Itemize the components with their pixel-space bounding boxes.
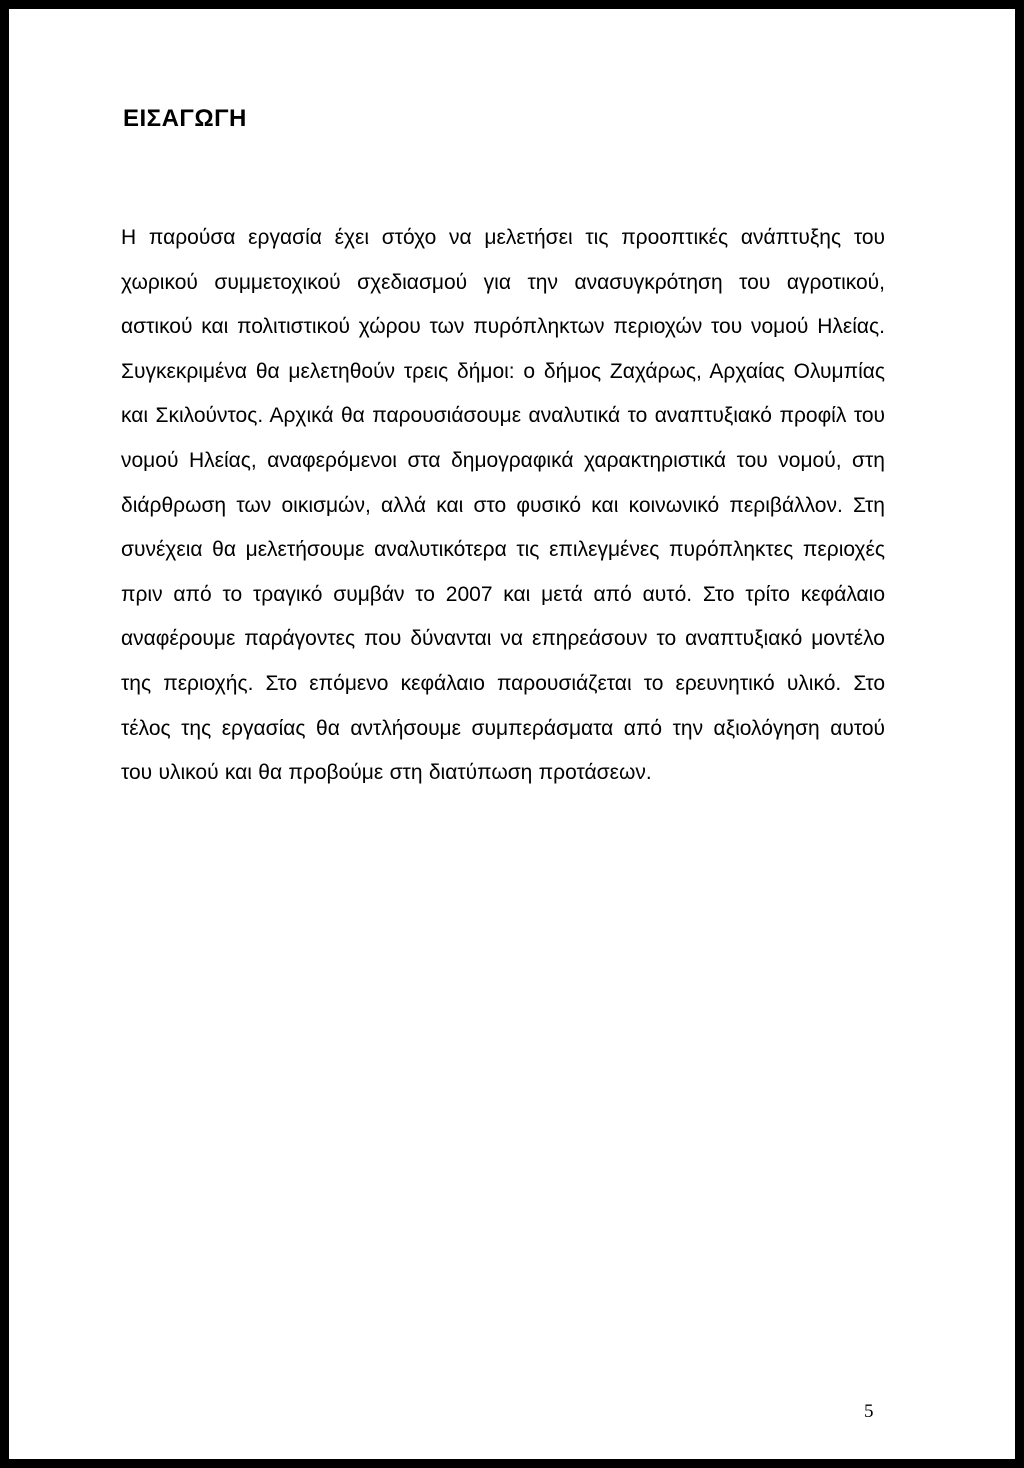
document-page [9,9,1015,1459]
section-heading: ΕΙΣΑΓΩΓΗ [123,105,247,132]
intro-paragraph: Η παρούσα εργασία έχει στόχο να μελετήσει τις προοπτικές ανάπτυξης του χωρικού συμμετοχικού σχεδιασμού για την ανασυγκρότηση του αγροτικού, αστικού και πολιτιστικού χώρου των πυρόπληκτων περιοχών του νομού Ηλείας. Συγκεκριμένα θα μελετηθούν τρεις δήμοι: ο δήμος Ζαχάρως, Αρχαίας Ολυμπίας και Σκιλούντος. Αρχικά θα παρουσιάσουμε αναλυτικά το αναπτυξιακό προφίλ του νομού Ηλείας, αναφερόμενοι στα δημογραφικά χαρακτηριστικά του νομού, στη διάρθρωση των οικισμών, αλλά και στο φυσικό και κοινωνικό περιβάλλον. Στη συνέχεια θα μελετήσουμε αναλυτικότερα τις επιλεγμένες πυρόπληκτες περιοχές πριν από το τραγικό συμβάν το 2007 και μετά από αυτό. Στο τρίτο κεφάλαιο αναφέρουμε παράγοντες που δύνανται να επηρεάσουν το αναπτυξιακό μοντέλο της περιοχής. Στο επόμενο κεφάλαιο παρουσιάζεται το ερευνητικό υλικό. Στο τέλος της εργασίας θα αντλήσουμε συμπεράσματα από την αξιολόγηση αυτού του υλικού και θα προβούμε στη διατύπωση προτάσεων. [121,226,885,785]
page-number: 5 [864,1401,874,1422]
